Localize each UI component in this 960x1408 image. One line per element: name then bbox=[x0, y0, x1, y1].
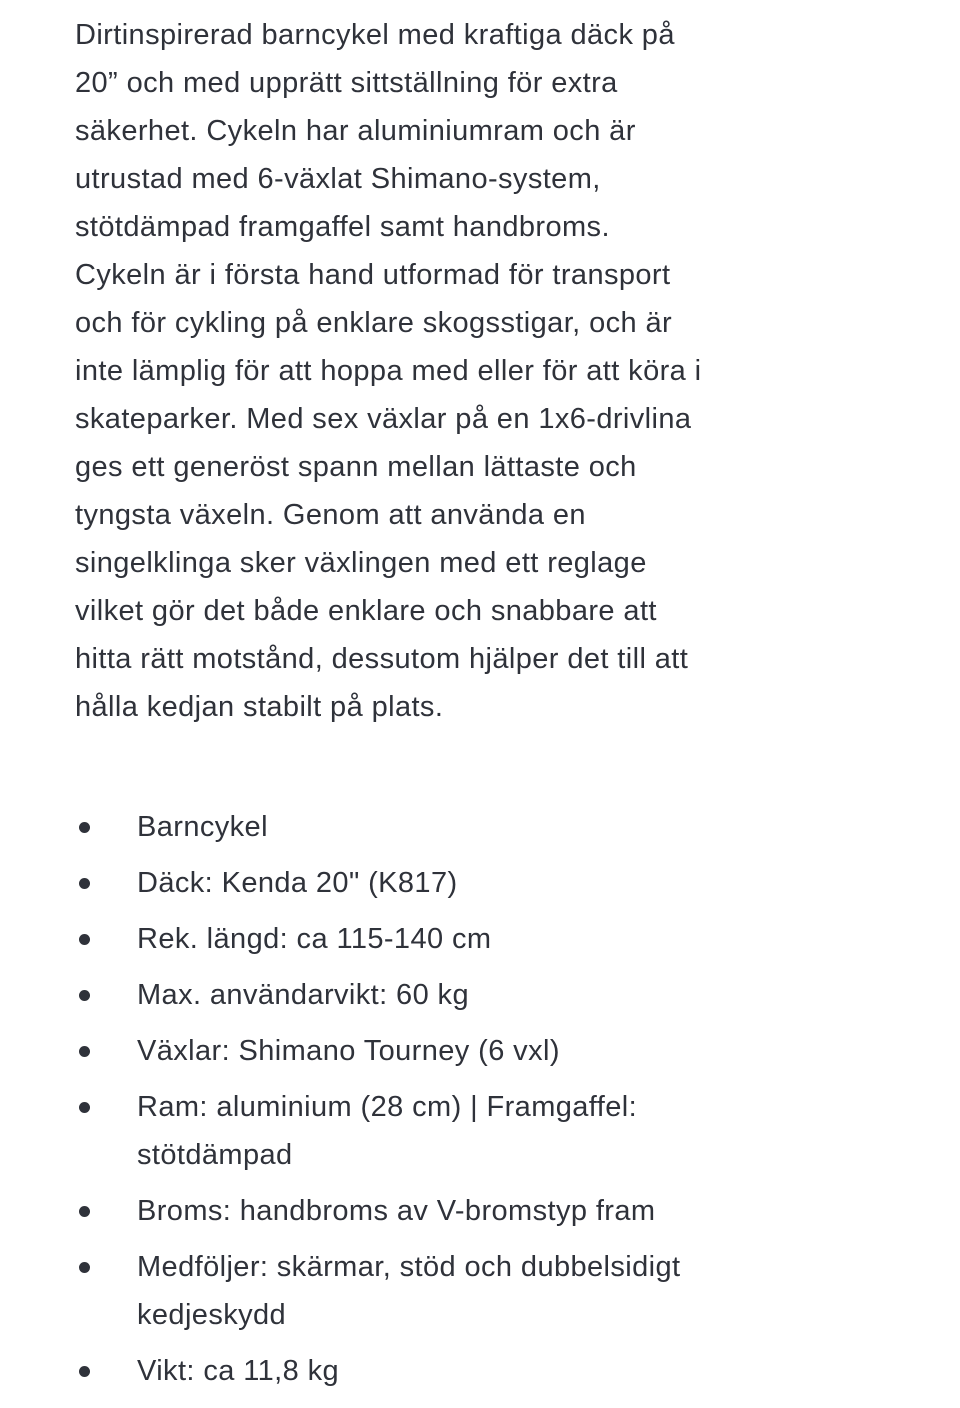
spec-item bbox=[75, 859, 890, 907]
bullet-column bbox=[75, 859, 137, 889]
bullet-icon bbox=[79, 934, 90, 945]
spec-item-text bbox=[137, 859, 890, 907]
bullet-column bbox=[75, 803, 137, 833]
bullet-icon bbox=[79, 822, 90, 833]
bullet-column bbox=[75, 1243, 137, 1273]
spec-item-text bbox=[137, 971, 890, 1019]
spec-item bbox=[75, 1027, 890, 1075]
spec-item-line: Ram: aluminium (28 cm) | Framgaffel: bbox=[137, 1091, 638, 1123]
description-line: Dirtinspirerad barncykel med kraftiga däck på bbox=[75, 19, 675, 51]
spec-item-text bbox=[137, 1027, 890, 1075]
description-line: och för cykling på enklare skogsstigar, och är bbox=[75, 307, 673, 339]
spec-item bbox=[75, 1243, 890, 1339]
spec-item bbox=[75, 1083, 890, 1179]
spec-list bbox=[75, 803, 890, 1395]
bullet-column bbox=[75, 1083, 137, 1113]
description-line: tyngsta växeln. Genom att använda en bbox=[75, 499, 586, 531]
description-line: vilket gör det både enklare och snabbare att bbox=[75, 595, 657, 627]
spec-item bbox=[75, 803, 890, 851]
spec-item-line: Barncykel bbox=[137, 811, 268, 843]
bullet-column bbox=[75, 971, 137, 1001]
spec-item bbox=[75, 1347, 890, 1395]
spec-item-line: Medföljer: skärmar, stöd och dubbelsidigt bbox=[137, 1251, 681, 1283]
spec-item bbox=[75, 1187, 890, 1235]
description-line: säkerhet. Cykeln har aluminiumram och är bbox=[75, 115, 636, 147]
bullet-icon bbox=[79, 1262, 90, 1273]
spec-item bbox=[75, 971, 890, 1019]
bullet-column bbox=[75, 1027, 137, 1057]
spec-item-text bbox=[137, 915, 890, 963]
spec-item-line: kedjeskydd bbox=[137, 1299, 287, 1331]
description-line: utrustad med 6-växlat Shimano-system, bbox=[75, 163, 601, 195]
spec-item-line: stötdämpad bbox=[137, 1139, 293, 1171]
bullet-column bbox=[75, 915, 137, 945]
description-paragraph bbox=[75, 11, 890, 731]
description-line: 20” och med upprätt sittställning för extra bbox=[75, 67, 618, 99]
spec-item-line: Däck: Kenda 20" (K817) bbox=[137, 867, 458, 899]
description-line: hålla kedjan stabilt på plats. bbox=[75, 691, 444, 723]
bullet-column bbox=[75, 1187, 137, 1217]
bullet-icon bbox=[79, 1366, 90, 1377]
bullet-icon bbox=[79, 1046, 90, 1057]
description-line: skateparker. Med sex växlar på en 1x6-drivlina bbox=[75, 403, 692, 435]
bullet-column bbox=[75, 1347, 137, 1377]
spec-item-line: Växlar: Shimano Tourney (6 vxl) bbox=[137, 1035, 560, 1067]
spec-item-text bbox=[137, 1187, 890, 1235]
description-line: singelklinga sker växlingen med ett reglage bbox=[75, 547, 647, 579]
bullet-icon bbox=[79, 990, 90, 1001]
bullet-icon bbox=[79, 1102, 90, 1113]
spec-item-line: Broms: handbroms av V-bromstyp fram bbox=[137, 1195, 656, 1227]
bullet-icon bbox=[79, 878, 90, 889]
spec-item-line: Rek. längd: ca 115-140 cm bbox=[137, 923, 492, 955]
spec-item-text bbox=[137, 1243, 890, 1339]
description-line: stötdämpad framgaffel samt handbroms. bbox=[75, 211, 610, 243]
description-line: inte lämplig för att hoppa med eller för att köra i bbox=[75, 355, 702, 387]
spec-item-text bbox=[137, 1083, 890, 1179]
spec-item-line: Max. användarvikt: 60 kg bbox=[137, 979, 469, 1011]
description-line: hitta rätt motstånd, dessutom hjälper det till att bbox=[75, 643, 689, 675]
spec-item-text bbox=[137, 1347, 890, 1395]
spec-item-text bbox=[137, 803, 890, 851]
description-line: ges ett generöst spann mellan lättaste och bbox=[75, 451, 637, 483]
bullet-icon bbox=[79, 1206, 90, 1217]
spec-item-line: Vikt: ca 11,8 kg bbox=[137, 1355, 339, 1387]
spec-item bbox=[75, 915, 890, 963]
description-line: Cykeln är i första hand utformad för transport bbox=[75, 259, 671, 291]
